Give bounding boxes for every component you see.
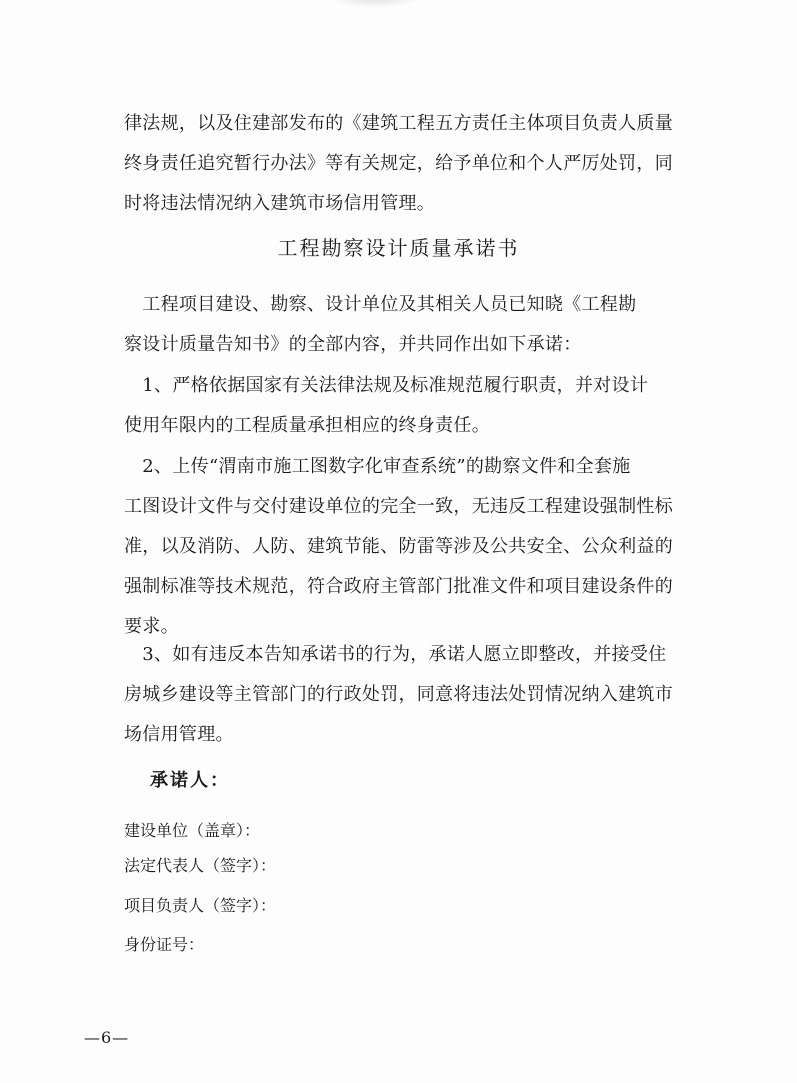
legal-representative-signature-field: 法定代表人（签字）： [124,856,277,875]
text-line: 使用年限内的工程质量承担相应的终身责任。 [124,415,490,436]
text-line: 2、上传“渭南市施工图数字化审查系统”的勘察文件和全套施 [124,456,631,477]
text-line: 准，以及消防、人防、建筑节能、防雷等涉及公共安全、公众利益的 [124,536,673,557]
text-line: 要求。 [124,616,179,637]
scan-artifact [330,0,420,8]
text-line: 3、如有违反本告知承诺书的行为，承诺人愿立即整改，并接受住 [124,644,667,665]
text-line: 场信用管理。 [124,724,234,745]
text-line: 强制标准等技术规范，符合政府主管部门批准文件和项目建设条件的 [124,576,673,597]
intro-paragraph [124,104,684,224]
document-title: 工程勘察设计质量承诺书 [277,236,520,260]
project-leader-signature-field: 项目负责人（签字）： [124,896,277,915]
text-line: 律法规，以及住建部发布的《建筑工程五方责任主体项目负责人质量 [124,113,673,134]
text-line: 察设计质量告知书》的全部内容，并共同作出如下承诺： [124,334,582,355]
text-line: 房城乡建设等主管部门的行政处罚，同意将违法处罚情况纳入建筑市 [124,684,673,705]
commitment-item-3 [124,635,684,755]
commitment-item-1 [124,366,684,446]
text-line: 终身责任追究暂行办法》等有关规定，给予单位和个人严厉处罚，同 [124,153,673,174]
text-line: 工图设计文件与交付建设单位的完全一致，无违反工程建设强制性标 [124,496,673,517]
text-line: 工程项目建设、勘察、设计单位及其相关人员已知晓《工程勘 [124,294,637,315]
id-number-field: 身份证号： [124,935,205,954]
lead-paragraph [124,285,684,365]
promisor-label: 承诺人： [150,770,230,791]
commitment-item-2 [124,447,684,647]
page-number: —6— [84,1028,130,1047]
text-line: 时将违法情况纳入建筑市场信用管理。 [124,193,436,214]
construction-unit-seal-field: 建设单位（盖章）： [124,821,261,840]
text-line: 1、严格依据国家有关法律法规及标准规范履行职责，并对设计 [124,375,649,396]
